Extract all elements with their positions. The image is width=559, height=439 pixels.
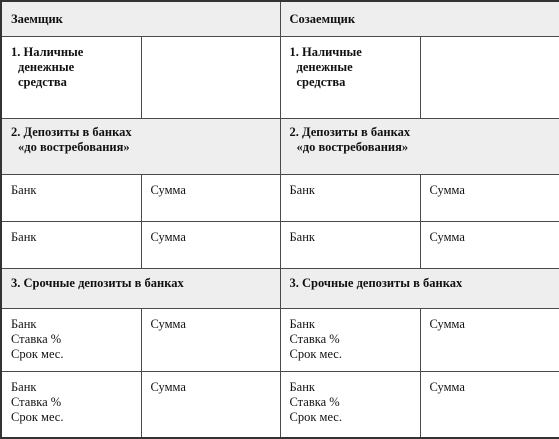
borrower-header-label: Заемщик xyxy=(11,12,63,26)
cash-row xyxy=(1,36,559,118)
demand-deposit-row-2 xyxy=(1,221,559,268)
cash-label-line-1: 1. Наличные xyxy=(289,44,362,59)
amount-label: Сумма xyxy=(150,316,186,331)
co-borrower-cash-label xyxy=(280,36,420,118)
borrower-bank-field[interactable] xyxy=(1,174,141,221)
co-borrower-amount-field[interactable] xyxy=(420,174,559,221)
borrower-bank-field[interactable] xyxy=(1,221,141,268)
cash-label-line-2: денежные xyxy=(296,59,353,74)
term-deposits-header-row xyxy=(1,268,559,308)
amount-label: Сумма xyxy=(150,379,186,394)
borrower-term-deposit-amount[interactable] xyxy=(141,371,280,438)
co-borrower-demand-deposits-title xyxy=(280,118,559,174)
amount-label: Сумма xyxy=(150,229,186,244)
term-deposit-row-2 xyxy=(1,371,559,438)
rate-label: Ставка % xyxy=(11,331,62,346)
borrower-header xyxy=(1,1,280,36)
borrower-term-deposits-title xyxy=(1,268,280,308)
bank-label: Банк xyxy=(11,379,37,394)
term-label: Срок мес. xyxy=(11,346,64,361)
co-borrower-header xyxy=(280,1,559,36)
bank-label: Банк xyxy=(11,316,37,331)
term-label: Срок мес. xyxy=(289,346,342,361)
borrower-cash-value[interactable] xyxy=(141,36,280,118)
co-borrower-amount-field[interactable] xyxy=(420,221,559,268)
co-borrower-term-deposit-fields[interactable] xyxy=(280,371,420,438)
bank-label: Банк xyxy=(289,229,315,244)
bank-label: Банк xyxy=(11,229,37,244)
co-borrower-header-label: Созаемщик xyxy=(289,12,356,26)
co-borrower-term-deposit-amount[interactable] xyxy=(420,308,559,371)
co-borrower-cash-value[interactable] xyxy=(420,36,559,118)
co-borrower-bank-field[interactable] xyxy=(280,221,420,268)
borrower-term-deposit-fields[interactable] xyxy=(1,308,141,371)
term-label: Срок мес. xyxy=(11,409,64,424)
amount-label: Сумма xyxy=(429,229,465,244)
co-borrower-bank-field[interactable] xyxy=(280,174,420,221)
rate-label: Ставка % xyxy=(11,394,62,409)
term-deposits-title: 3. Срочные депозиты в банках xyxy=(289,275,463,290)
cash-label-line-3: средства xyxy=(18,74,67,89)
amount-label: Сумма xyxy=(429,182,465,197)
demand-deposits-title-line-2: «до востребования» xyxy=(296,139,409,154)
co-borrower-term-deposit-fields[interactable] xyxy=(280,308,420,371)
bank-label: Банк xyxy=(289,379,315,394)
borrower-term-deposit-fields[interactable] xyxy=(1,371,141,438)
bank-label: Банк xyxy=(11,182,37,197)
cash-label-line-2: денежные xyxy=(18,59,75,74)
borrower-cash-label xyxy=(1,36,141,118)
demand-deposits-header-row xyxy=(1,118,559,174)
amount-label: Сумма xyxy=(150,182,186,197)
amount-label: Сумма xyxy=(429,379,465,394)
amount-label: Сумма xyxy=(429,316,465,331)
demand-deposits-title-line-1: 2. Депозиты в банках xyxy=(11,124,132,139)
demand-deposits-title-line-1: 2. Депозиты в банках xyxy=(289,124,411,139)
header-row xyxy=(1,1,559,36)
cash-label-line-3: средства xyxy=(296,74,346,89)
rate-label: Ставка % xyxy=(289,331,340,346)
cash-label-line-1: 1. Наличные xyxy=(11,44,84,59)
term-deposits-title: 3. Срочные депозиты в банках xyxy=(11,275,184,290)
co-borrower-term-deposits-title xyxy=(280,268,559,308)
borrower-amount-field[interactable] xyxy=(141,221,280,268)
bank-label: Банк xyxy=(289,316,315,331)
borrower-amount-field[interactable] xyxy=(141,174,280,221)
demand-deposits-title-line-2: «до востребования» xyxy=(18,139,130,154)
rate-label: Ставка % xyxy=(289,394,340,409)
term-deposit-row-1 xyxy=(1,308,559,371)
bank-label: Банк xyxy=(289,182,315,197)
co-borrower-term-deposit-amount[interactable] xyxy=(420,371,559,438)
term-label: Срок мес. xyxy=(289,409,342,424)
borrower-term-deposit-amount[interactable] xyxy=(141,308,280,371)
borrower-demand-deposits-title xyxy=(1,118,280,174)
demand-deposit-row-1 xyxy=(1,174,559,221)
